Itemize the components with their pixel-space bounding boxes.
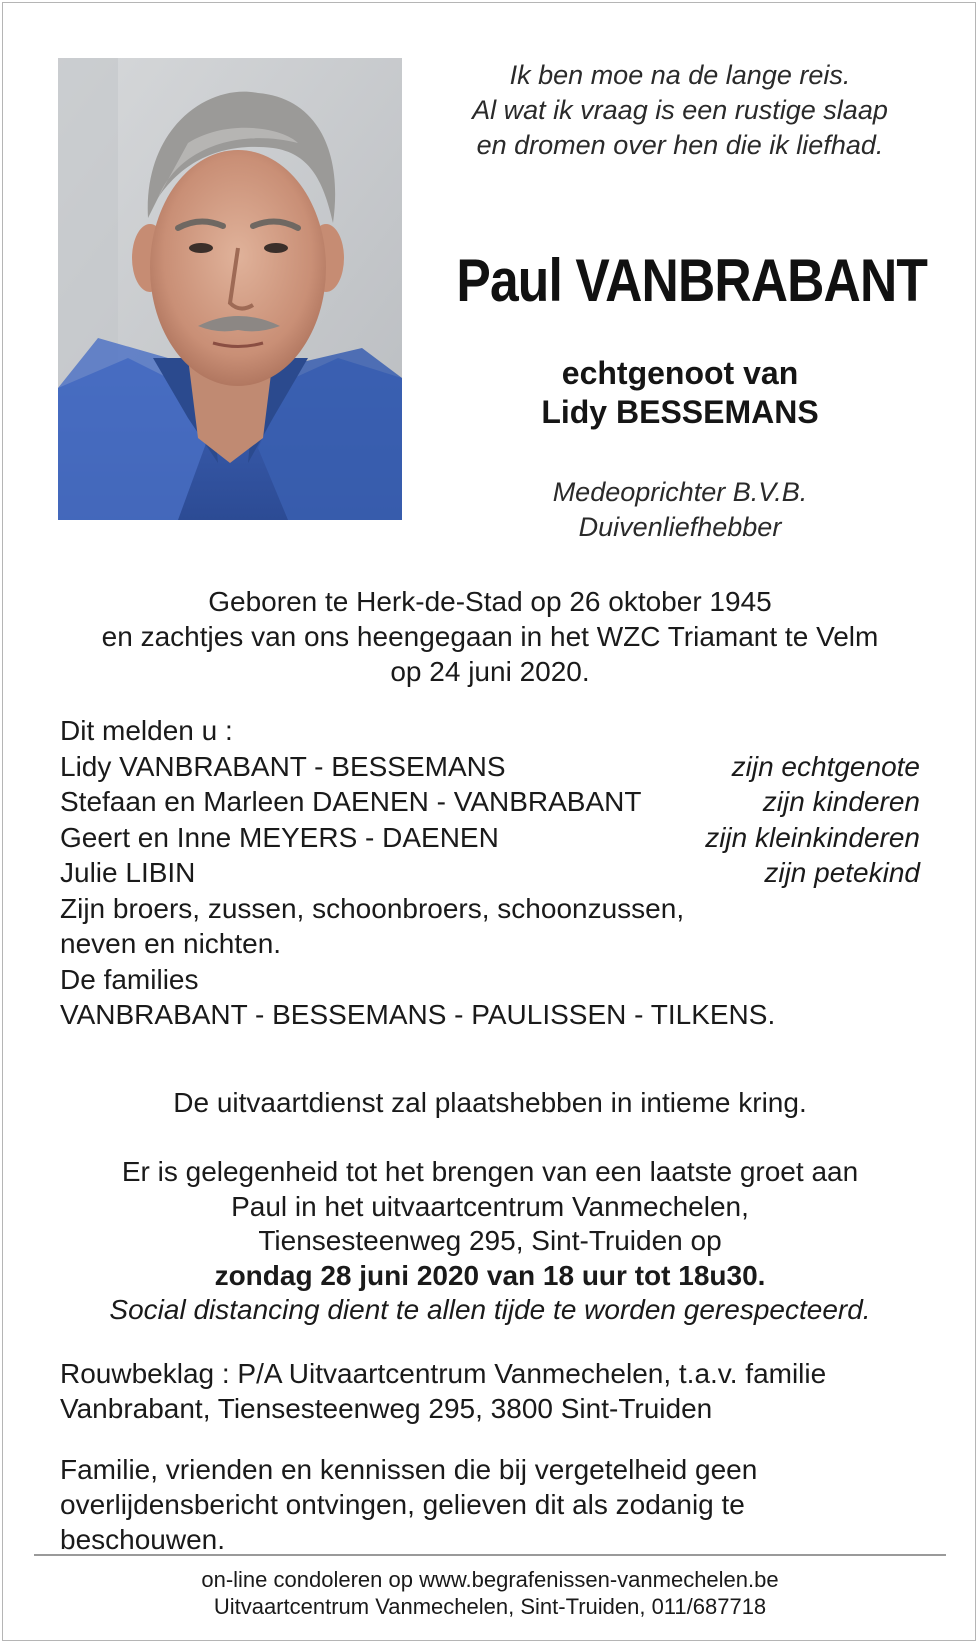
notice-block: [60, 1452, 940, 1557]
role-line: Duivenliefhebber: [578, 512, 782, 542]
condolence-address: [60, 1356, 940, 1426]
notice-line: beschouwen.: [60, 1524, 226, 1555]
visit-line: Tiensesteenweg 295, Sint-Truiden op: [258, 1225, 722, 1256]
birth-death-block: [40, 584, 940, 689]
poem-line: Al wat ik vraag is een rustige slaap: [472, 95, 888, 125]
notice-line: overlijdensbericht ontvingen, gelieven dit als zodanig te: [60, 1489, 745, 1520]
family-row: [60, 820, 920, 856]
spouse-line: echtgenoot van: [561, 355, 799, 391]
family-member-name: Lidy VANBRABANT - BESSEMANS: [60, 750, 506, 782]
funeral-service-note: De uitvaartdienst zal plaatshebben in intieme kring.: [173, 1087, 807, 1118]
family-line: Zijn broers, zussen, schoonbroers, schoonzussen,: [60, 892, 685, 924]
birth-line: Geboren te Herk-de-Stad op 26 oktober 1945: [208, 586, 772, 617]
visit-date-time: zondag 28 juni 2020 van 18 uur tot 18u30.: [214, 1259, 766, 1291]
role-line: Medeoprichter B.V.B.: [552, 477, 808, 507]
family-row: [60, 749, 920, 785]
portrait-photo: [58, 58, 402, 520]
footer: [40, 1566, 940, 1620]
family-member-relation: zijn petekind: [764, 857, 920, 888]
family-member-relation: zijn echtgenote: [731, 750, 920, 782]
family-announcement: [60, 713, 920, 1033]
footer-divider: [34, 1554, 946, 1556]
family-row: [60, 784, 920, 820]
passing-line: en zachtjes van ons heengegaan in het WZC Triamant te Velm: [101, 621, 879, 652]
visit-line: Er is gelegenheid tot het brengen van een laatste groet aan: [121, 1156, 859, 1187]
visitation-block: [40, 1155, 940, 1328]
family-member-relation: zijn kinderen: [762, 786, 920, 817]
death-date-line: op 24 juni 2020.: [390, 656, 590, 687]
condolence-line: Vanbrabant, Tiensesteenweg 295, 3800 Sint-Truiden: [60, 1393, 713, 1424]
family-line: neven en nichten.: [60, 928, 282, 959]
spouse-block: [420, 354, 940, 432]
family-member-name: Stefaan en Marleen DAENEN - VANBRABANT: [60, 786, 642, 817]
family-member-name: Julie LIBIN: [60, 857, 196, 888]
condolence-line: Rouwbeklag : P/A Uitvaartcentrum Vanmechelen, t.a.v. familie: [60, 1358, 827, 1389]
deceased-name: Paul VANBRABANT: [456, 247, 928, 314]
family-intro: Dit melden u :: [60, 715, 233, 746]
visit-line: Paul in het uitvaartcentrum Vanmechelen,: [231, 1190, 749, 1222]
poem-line: en dromen over hen die ik liefhad.: [476, 130, 884, 160]
family-member-relation: zijn kleinkinderen: [705, 821, 920, 853]
poem-verse: [420, 58, 940, 163]
funeral-home-contact: Uitvaartcentrum Vanmechelen, Sint-Truiden, 011/687718: [213, 1594, 767, 1619]
online-condolence-link[interactable]: on-line condoleren op www.begrafenissen-vanmechelen.be: [201, 1567, 779, 1592]
notice-line: Familie, vrienden en kennissen die bij vergetelheid geen: [60, 1454, 758, 1485]
roles-block: [420, 475, 940, 545]
spouse-name: Lidy BESSEMANS: [541, 394, 819, 430]
family-line: VANBRABANT - BESSEMANS - PAULISSEN - TILKENS.: [60, 999, 776, 1030]
social-distancing-note: Social distancing dient te allen tijde te worden gerespecteerd.: [109, 1294, 871, 1325]
poem-line: Ik ben moe na de lange reis.: [509, 60, 851, 90]
family-line: De families: [60, 963, 199, 995]
family-row: [60, 855, 920, 891]
family-member-name: Geert en Inne MEYERS - DAENEN: [60, 821, 499, 853]
